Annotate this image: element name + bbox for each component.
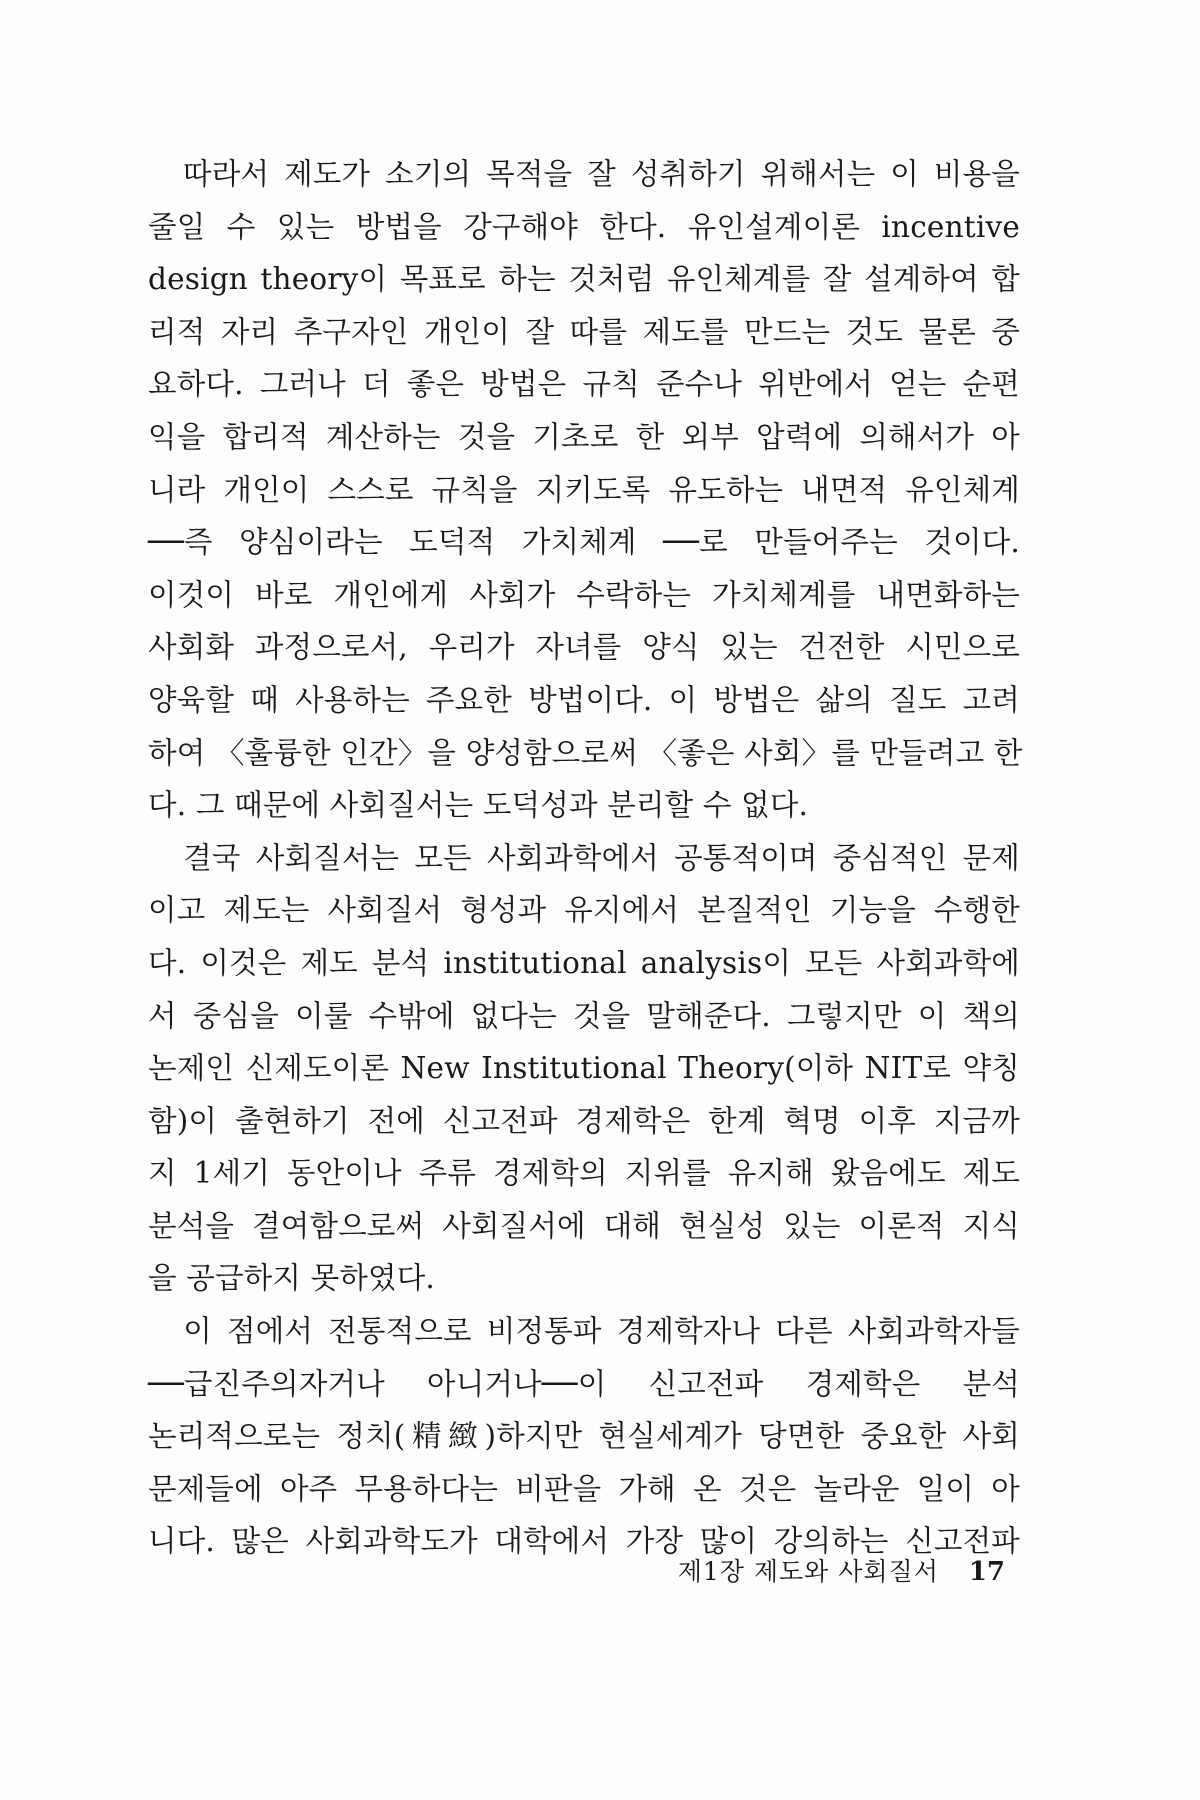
text-line: 논제인 신제도이론 New Institutional Theory(이하 NIT로 약칭 — [148, 1051, 1020, 1086]
text-line: 요하다. 그러나 더 좋은 방법은 규칙 준수나 위반에서 얻는 순편 — [148, 367, 1020, 402]
text-line: 논리적으로는 정치(精緻)하지만 현실세계가 당면한 중요한 사회 — [148, 1419, 1020, 1454]
text-line: 하여 〈훌륭한 인간〉을 양성함으로써 〈좋은 사회〉를 만들려고 한 — [148, 735, 1023, 770]
text-line: 사회화 과정으로서, 우리가 자녀를 양식 있는 건전한 시민으로 — [148, 630, 1020, 665]
text-line: 이고 제도는 사회질서 형성과 유지에서 본질적인 기능을 수행한 — [148, 893, 1020, 928]
text-line: 분석을 결여함으로써 사회질서에 대해 현실성 있는 이론적 지식 — [148, 1208, 1020, 1243]
text-line: design theory이 목표로 하는 것처럼 유인체계를 잘 설계하여 합 — [148, 262, 1020, 297]
text-line: 니라 개인이 스스로 규칙을 지키도록 유도하는 내면적 유인체계 — [148, 472, 1020, 507]
text-line: 을 공급하지 못하였다. — [148, 1261, 436, 1296]
running-footer — [678, 1552, 1005, 1588]
text-line: 함)이 출현하기 전에 신고전파 경제학은 한계 혁명 이후 지금까 — [148, 1103, 1020, 1138]
page-number: 17 — [968, 1557, 1005, 1587]
text-line: 양육할 때 사용하는 주요한 방법이다. 이 방법은 삶의 질도 고려 — [148, 682, 1020, 717]
text-line: 니다. 많은 사회과학도가 대학에서 가장 많이 강의하는 신고전파 — [148, 1524, 1020, 1559]
body-text — [148, 148, 1023, 1568]
text-line: 리적 자리 추구자인 개인이 잘 따를 제도를 만드는 것도 물론 중 — [148, 314, 1020, 349]
chapter-title: 제1장 제도와 사회질서 — [677, 1557, 939, 1586]
text-line: 줄일 수 있는 방법을 강구해야 한다. 유인설계이론 incentive — [148, 209, 1020, 244]
text-line: 다. 그 때문에 사회질서는 도덕성과 분리할 수 없다. — [148, 788, 809, 823]
text-line: 지 1세기 동안이나 주류 경제학의 지위를 유지해 왔음에도 제도 — [148, 1156, 1020, 1191]
text-line: ──급진주의자거나 아니거나──이 신고전파 경제학은 분석 — [148, 1366, 1020, 1401]
text-line: 이 점에서 전통적으로 비정통파 경제학자나 다른 사회과학자들 — [148, 1314, 1020, 1349]
text-line: 익을 합리적 계산하는 것을 기초로 한 외부 압력에 의해서가 아 — [148, 419, 1020, 454]
text-line: ──즉 양심이라는 도덕적 가치체계 ──로 만들어주는 것이다. — [148, 525, 1020, 560]
text-line: 이것이 바로 개인에게 사회가 수락하는 가치체계를 내면화하는 — [148, 577, 1020, 612]
text-line: 결국 사회질서는 모든 사회과학에서 공통적이며 중심적인 문제 — [148, 840, 1020, 875]
text-line: 서 중심을 이룰 수밖에 없다는 것을 말해준다. 그렇지만 이 책의 — [148, 998, 1020, 1033]
text-line: 따라서 제도가 소기의 목적을 잘 성취하기 위해서는 이 비용을 — [148, 157, 1020, 191]
text-line: 다. 이것은 제도 분석 institutional analysis이 모든 사회과학에 — [148, 945, 1020, 980]
text-line: 문제들에 아주 무용하다는 비판을 가해 온 것은 놀라운 일이 아 — [148, 1471, 1020, 1506]
